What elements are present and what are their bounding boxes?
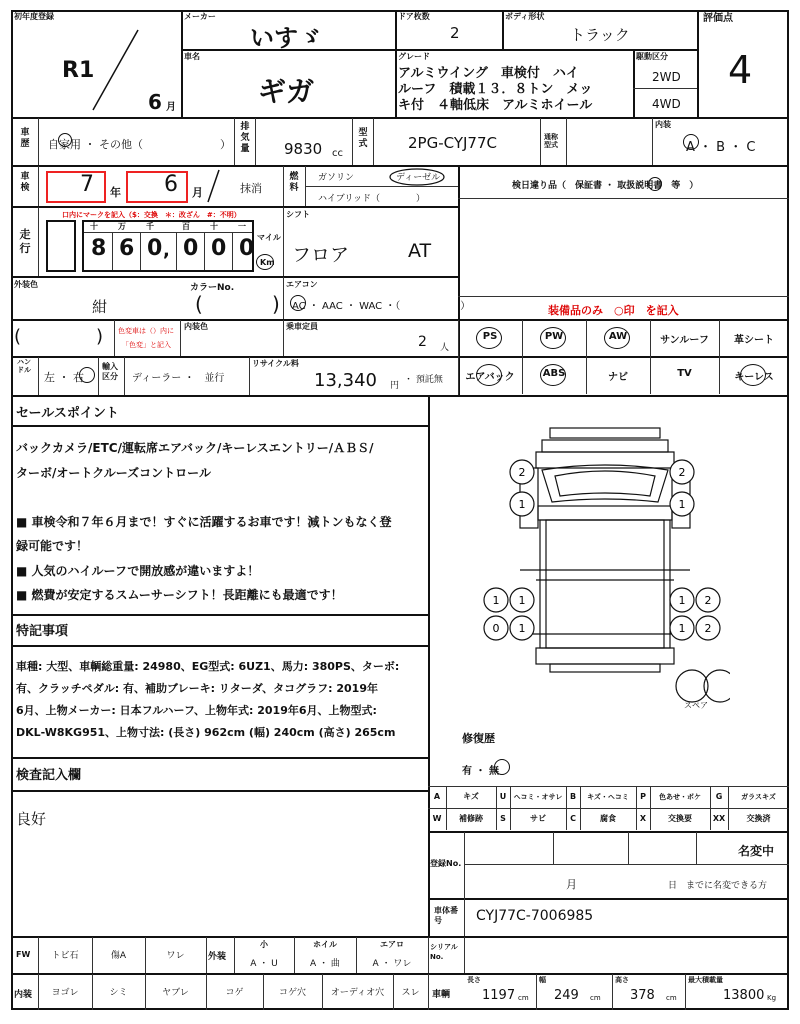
fw-item: トビ石 xyxy=(51,951,79,961)
ext-color: 紺 xyxy=(92,298,108,316)
divider xyxy=(112,232,113,270)
reg-day-text: 日 までに名変できる方 xyxy=(668,881,768,891)
serial-label: シリアルNo. xyxy=(430,943,458,961)
score-label: 評価点 xyxy=(703,13,733,24)
month-unit: 月 xyxy=(166,102,176,113)
circle-mark xyxy=(79,367,95,383)
legend-cell: U xyxy=(499,792,507,801)
legend-cell: C xyxy=(570,814,576,823)
model-value: 2PG-CYJ77C xyxy=(408,134,497,152)
circle-mark xyxy=(494,759,510,775)
tire-value: 1 xyxy=(678,498,686,511)
equipment-item: ナビ xyxy=(608,372,628,383)
mileage-digit: 6 xyxy=(119,236,135,261)
ext-label: 外装 xyxy=(208,952,227,962)
mileage-digit: 8 xyxy=(91,236,107,261)
fuel-label: 燃料 xyxy=(289,172,299,193)
grade-label: グレード xyxy=(398,52,430,61)
divider xyxy=(11,614,429,616)
ext-sub-value: A ・ 曲 xyxy=(310,959,340,969)
divider xyxy=(204,232,205,270)
mileage-unit-label: 万 xyxy=(118,222,126,231)
paren: ) xyxy=(96,326,104,347)
comma: , xyxy=(163,240,170,261)
legend-cell: キズ xyxy=(463,792,479,801)
ac-label: エアコン xyxy=(286,280,318,289)
doors-label: ドア枚数 xyxy=(398,12,430,21)
circle-mark xyxy=(740,364,766,386)
divider xyxy=(11,973,789,975)
year-unit: 年 xyxy=(110,186,121,199)
body-value: トラック xyxy=(570,26,630,44)
legend-cell: A xyxy=(433,792,441,801)
divider xyxy=(652,118,653,165)
divider xyxy=(352,118,353,165)
paren: ( xyxy=(195,292,203,316)
int-item: スレ xyxy=(401,988,420,998)
int-item: シミ xyxy=(109,988,128,998)
divider xyxy=(249,357,250,395)
equipment-item: 革シート xyxy=(734,335,774,346)
dim-unit: cm xyxy=(666,994,677,1002)
int-color-label: 内装色 xyxy=(184,322,208,331)
dim-label: 車輌 xyxy=(432,990,451,1000)
drive-label: 駆動区分 xyxy=(636,52,668,61)
divider xyxy=(612,974,613,1010)
int-item: コゲ穴 xyxy=(278,988,306,998)
doors-value: 2 xyxy=(450,24,460,42)
ext-sub-label: エアロ xyxy=(380,940,404,949)
divider xyxy=(38,207,39,276)
legend-cell: G xyxy=(715,792,723,801)
legend-cell: XX xyxy=(712,814,726,823)
legend-cell: S xyxy=(500,814,506,823)
divider xyxy=(11,936,789,938)
circle-mark xyxy=(540,364,566,386)
divider xyxy=(232,232,233,270)
divider xyxy=(428,898,789,900)
sales-line: バックカメラ/ETC/運転席エアバック/キーレスエントリー/ＡＢＳ/ xyxy=(16,441,374,455)
first-reg-label: 初年度登録 xyxy=(14,12,54,21)
tire-value: 1 xyxy=(518,498,526,511)
divider xyxy=(11,757,429,759)
divider xyxy=(697,10,699,118)
sales-line: 録可能です！ xyxy=(16,539,89,553)
divider xyxy=(283,166,284,206)
tire-value: 2 xyxy=(518,466,526,479)
divider xyxy=(234,118,235,165)
special-line: 6月、上物メーカー: 日本フルハーフ、上物年式: 2019年6月、上物型式: xyxy=(16,704,377,717)
name-change: 名変中 xyxy=(738,844,775,858)
special-line: 有、クラッチペダル: 有、補助ブレーキ: リターダ、タコグラフ: 2019年 xyxy=(16,682,378,695)
legend-cell: P xyxy=(640,792,646,801)
import-value: ディーラー ・ 並行 xyxy=(132,373,225,384)
legend-cell: 交換要 xyxy=(668,814,692,823)
sales-line: ターボ/オートクルーズコントロール xyxy=(16,465,211,480)
mileage-digit: 0 xyxy=(239,236,255,261)
tire-value: 1 xyxy=(678,594,686,607)
ext-sub-label: ホイル xyxy=(313,940,337,949)
first-reg-year: R1 xyxy=(62,58,95,83)
paren: ) xyxy=(272,292,280,316)
circle-mark xyxy=(290,295,306,311)
divider xyxy=(428,831,789,833)
mileage-digit: 0 xyxy=(147,236,163,261)
dim-value: 378 xyxy=(630,988,655,1003)
circle-mark xyxy=(604,327,630,349)
divider xyxy=(140,232,141,270)
repair-label: 修復歴 xyxy=(462,732,495,745)
divider xyxy=(696,832,697,864)
legend-cell: W xyxy=(432,814,442,823)
month-unit: 月 xyxy=(192,186,203,199)
interior-grade: A ・ B ・ C xyxy=(686,140,756,155)
divider xyxy=(11,425,429,427)
slash-mark xyxy=(204,168,224,204)
divider xyxy=(38,166,39,206)
color-change-note: 色変車は（）内に xyxy=(118,327,174,335)
inspection-year-box xyxy=(46,171,106,203)
divider xyxy=(38,118,39,165)
divider xyxy=(428,974,429,1010)
legend-cell: 交換済 xyxy=(746,814,771,823)
divider xyxy=(11,645,429,647)
divider xyxy=(180,320,181,356)
divider xyxy=(11,117,789,119)
divider xyxy=(685,974,686,1010)
ext-sub-label: 小 xyxy=(260,940,268,949)
check-title: 検査記入欄 xyxy=(16,768,82,783)
divider xyxy=(206,937,207,973)
divider xyxy=(428,937,429,973)
deposit-label: ・ 預託無 xyxy=(404,375,443,385)
int-label: 内装 xyxy=(14,990,33,1000)
inspection-year: 7 xyxy=(80,172,94,197)
car-name-label: 車名 xyxy=(184,52,200,61)
fw-label: FW xyxy=(16,950,31,959)
sales-line: ■ 人気のハイルーフで開放感が違いますよ！ xyxy=(16,563,260,578)
legend-cell: 色あせ・ボケ xyxy=(659,793,701,801)
circle-mark xyxy=(58,133,72,147)
body-label: ボディ形状 xyxy=(505,12,545,21)
dim-value: 1197 xyxy=(482,988,516,1003)
special-title: 特記事項 xyxy=(16,624,69,639)
divider xyxy=(633,88,697,89)
slash-mark xyxy=(88,25,148,115)
legend-cell: 腐食 xyxy=(600,814,616,823)
legend-cell: X xyxy=(639,814,647,823)
divider xyxy=(11,276,458,278)
legend-cell: ヘコミ・オサレ xyxy=(513,793,563,801)
shift-value: フロア xyxy=(292,244,350,266)
tire-value: 2 xyxy=(678,466,686,479)
reg-label: 登録No. xyxy=(430,859,462,868)
displacement-label: 排気量 xyxy=(240,122,250,154)
mileage-lead-box xyxy=(46,220,76,272)
equipment-item: PW xyxy=(544,331,564,342)
recycle-unit: 円 xyxy=(390,381,400,391)
special-line: 車種: 大型、車輌総重量: 24980、EG型式: 6UZ1、馬力: 380PS、ターボ: xyxy=(16,660,400,673)
mileage-unit-label: 千 xyxy=(146,222,154,231)
tire-value: 2 xyxy=(704,594,712,607)
divider xyxy=(458,296,789,297)
grade-line: キ付 ４軸低床 アルミホイール xyxy=(398,98,593,113)
divider xyxy=(176,232,177,270)
handle-value: 左 ・ 右 xyxy=(44,371,84,384)
truck-diagram xyxy=(480,420,730,720)
divider xyxy=(11,319,789,321)
dim-sub-label: 最大積載量 xyxy=(688,976,723,984)
divider xyxy=(181,10,183,118)
score-value: 4 xyxy=(728,48,753,92)
divider xyxy=(283,320,284,356)
mileage-label: 走行 xyxy=(19,228,31,255)
reg-month-unit: 月 xyxy=(566,878,577,891)
legend-cell: 補修跡 xyxy=(459,814,483,823)
fuel-gasoline: ガソリン xyxy=(318,173,355,183)
maker-label: メーカー xyxy=(184,12,216,21)
recycle-value: 13,340 xyxy=(314,370,377,391)
legend-cell: キズ・ヘコミ xyxy=(587,793,629,801)
inspection-month-box xyxy=(126,171,188,203)
int-item: ヤブレ xyxy=(162,988,189,998)
displacement-value: 9830 xyxy=(284,140,323,158)
mileage-unit-label: 百 xyxy=(182,222,190,231)
divider xyxy=(11,790,429,792)
displacement-unit: cc xyxy=(332,148,343,159)
divider xyxy=(458,320,459,395)
divider xyxy=(255,118,256,165)
circle-mark xyxy=(256,254,274,270)
special-line: DKL-W8KG951、上物寸法: (長さ) 962cm (幅) 240cm (高さ) 265cm xyxy=(16,726,396,739)
chassis-value: CYJ77C-7006985 xyxy=(476,908,594,924)
drive-2wd: 2WD xyxy=(652,70,681,84)
shift-label: シフト xyxy=(286,210,310,219)
inspection-label: 車検 xyxy=(20,172,30,193)
km-label: Km xyxy=(260,258,275,267)
circle-mark xyxy=(388,167,446,187)
equipment-item: サンルーフ xyxy=(660,335,709,346)
fw-item: 傷A xyxy=(110,951,127,961)
tire-value: 0 xyxy=(492,622,500,635)
fuel-hybrid: ハイブリッド（ ） xyxy=(318,194,426,204)
interior-grade-label: 内装 xyxy=(655,120,671,129)
equipment-item: AW xyxy=(608,331,628,342)
color-no-label: カラーNo. xyxy=(190,283,235,293)
chassis-label: 車体番号 xyxy=(434,906,458,925)
mileage-unit-label: 十 xyxy=(210,222,218,231)
tire-value: 1 xyxy=(492,594,500,607)
tire-value: 1 xyxy=(678,622,686,635)
tire-value: 1 xyxy=(518,622,526,635)
mileage-digit: 0 xyxy=(183,236,199,261)
grade-line: ルーフ 積載１３．８トン メッ xyxy=(398,82,593,97)
divider xyxy=(428,396,430,936)
divider xyxy=(124,357,125,395)
ext-sub-value: A ・ U xyxy=(250,959,278,969)
drive-4wd: 4WD xyxy=(652,97,681,111)
circle-mark xyxy=(476,327,502,349)
trans-value: AT xyxy=(408,240,432,262)
circle-mark xyxy=(476,364,502,386)
circle-mark xyxy=(648,177,662,191)
model-label: 型式 xyxy=(358,128,368,149)
legend-cell: サビ xyxy=(530,814,546,823)
equipment-item: PS xyxy=(482,331,498,342)
recycle-label: リサイクル料 xyxy=(252,359,299,368)
tire-value: 1 xyxy=(518,594,526,607)
mile-label: マイル xyxy=(257,233,281,242)
handle-label: ハンドル xyxy=(17,358,31,374)
divider xyxy=(464,898,465,936)
divider xyxy=(11,206,458,208)
divider xyxy=(566,118,567,165)
sales-line: ■ 車検令和７年６月まで！すぐに活躍するお車です！減トンもなく登 xyxy=(16,514,392,529)
tire-value: 2 xyxy=(704,622,712,635)
int-item: オーディオ穴 xyxy=(330,988,385,998)
maker-name: いすゞ xyxy=(250,24,322,52)
dim-unit: cm xyxy=(590,994,601,1002)
divider xyxy=(98,357,99,395)
divider xyxy=(283,207,284,276)
divider xyxy=(38,357,39,395)
check-value: 良好 xyxy=(16,810,47,828)
equipment-item: ABS xyxy=(542,368,566,379)
divider xyxy=(464,864,789,865)
dim-sub-label: 長さ xyxy=(467,976,481,984)
divider xyxy=(553,832,554,864)
divider xyxy=(633,50,635,118)
circle-mark xyxy=(683,134,699,150)
legend-cell: B xyxy=(569,792,577,801)
divider xyxy=(464,832,465,898)
sales-line: ■ 燃費が安定するスムーサーシフト！長距離にも最適です！ xyxy=(16,588,343,602)
equipment-item: TV xyxy=(677,368,692,379)
seats-value: 2 xyxy=(418,334,427,350)
paren: ( xyxy=(14,326,22,347)
cancel-label: 抹消 xyxy=(240,182,262,195)
dim-unit: Kg xyxy=(767,994,777,1002)
divider xyxy=(283,277,284,319)
mileage-unit-label: 十 xyxy=(90,222,98,231)
fw-item: ワレ xyxy=(166,951,185,961)
divider xyxy=(502,10,504,50)
divider xyxy=(536,974,537,1010)
dim-unit: cm xyxy=(518,994,529,1002)
history-text: 自家用 ・ その他（ ） xyxy=(48,138,231,151)
divider xyxy=(11,395,789,397)
ac-value: AC ・ AAC ・ WAC ・（ ） xyxy=(292,301,471,312)
divider xyxy=(373,118,374,165)
divider xyxy=(628,832,629,864)
color-change-note: 「色変」と記入 xyxy=(122,341,171,349)
dim-value: 13800 xyxy=(723,988,765,1003)
grade-line: アルミウイング 車検付 ハイ xyxy=(398,66,579,81)
dim-sub-label: 高さ xyxy=(615,976,629,984)
inspection-month: 6 xyxy=(164,172,178,197)
equipment-item: キーレス xyxy=(734,372,774,383)
fuel-diesel: ディーゼル xyxy=(396,173,441,183)
first-reg-month: 6 xyxy=(148,90,162,114)
accessories: 検日違り品（ 保証書 ・ 取扱説明書 等 ） xyxy=(512,181,699,191)
mileage-digit: 0 xyxy=(211,236,227,261)
dim-sub-label: 幅 xyxy=(539,976,546,984)
dim-value: 249 xyxy=(554,988,579,1003)
divider xyxy=(464,937,465,973)
common-model-label: 通称型式 xyxy=(544,133,558,149)
divider xyxy=(395,10,397,118)
ext-color-label: 外装色 xyxy=(14,280,38,289)
history-label: 車歴 xyxy=(20,128,30,149)
divider xyxy=(114,320,115,356)
seats-label: 乗車定員 xyxy=(286,322,318,331)
mileage-unit-label: 一 xyxy=(238,222,246,231)
import-label: 輸入区分 xyxy=(102,362,118,381)
int-item: ヨゴレ xyxy=(51,988,79,998)
divider xyxy=(11,356,789,358)
sales-title: セールスポイント xyxy=(16,406,119,421)
equipment-item: エアバック xyxy=(465,372,515,383)
spare-label: スペア xyxy=(684,701,708,710)
divider xyxy=(540,118,541,165)
seats-unit: 人 xyxy=(440,343,450,353)
divider xyxy=(458,198,789,199)
circle-mark xyxy=(540,327,566,349)
repair-value: 有 ・ 無 xyxy=(462,766,499,777)
mileage-note: 口内にマークを記入（$：交換 ＊：改ざん #：不明） xyxy=(62,211,241,219)
int-item: コゲ xyxy=(225,988,244,998)
car-name: ギガ xyxy=(258,75,315,108)
divider xyxy=(84,232,252,233)
ext-sub-value: A ・ ワレ xyxy=(372,959,412,969)
legend-cell: ガラスキズ xyxy=(741,793,776,801)
equipment-header: 装備品のみ ○印 を記入 xyxy=(548,304,679,317)
